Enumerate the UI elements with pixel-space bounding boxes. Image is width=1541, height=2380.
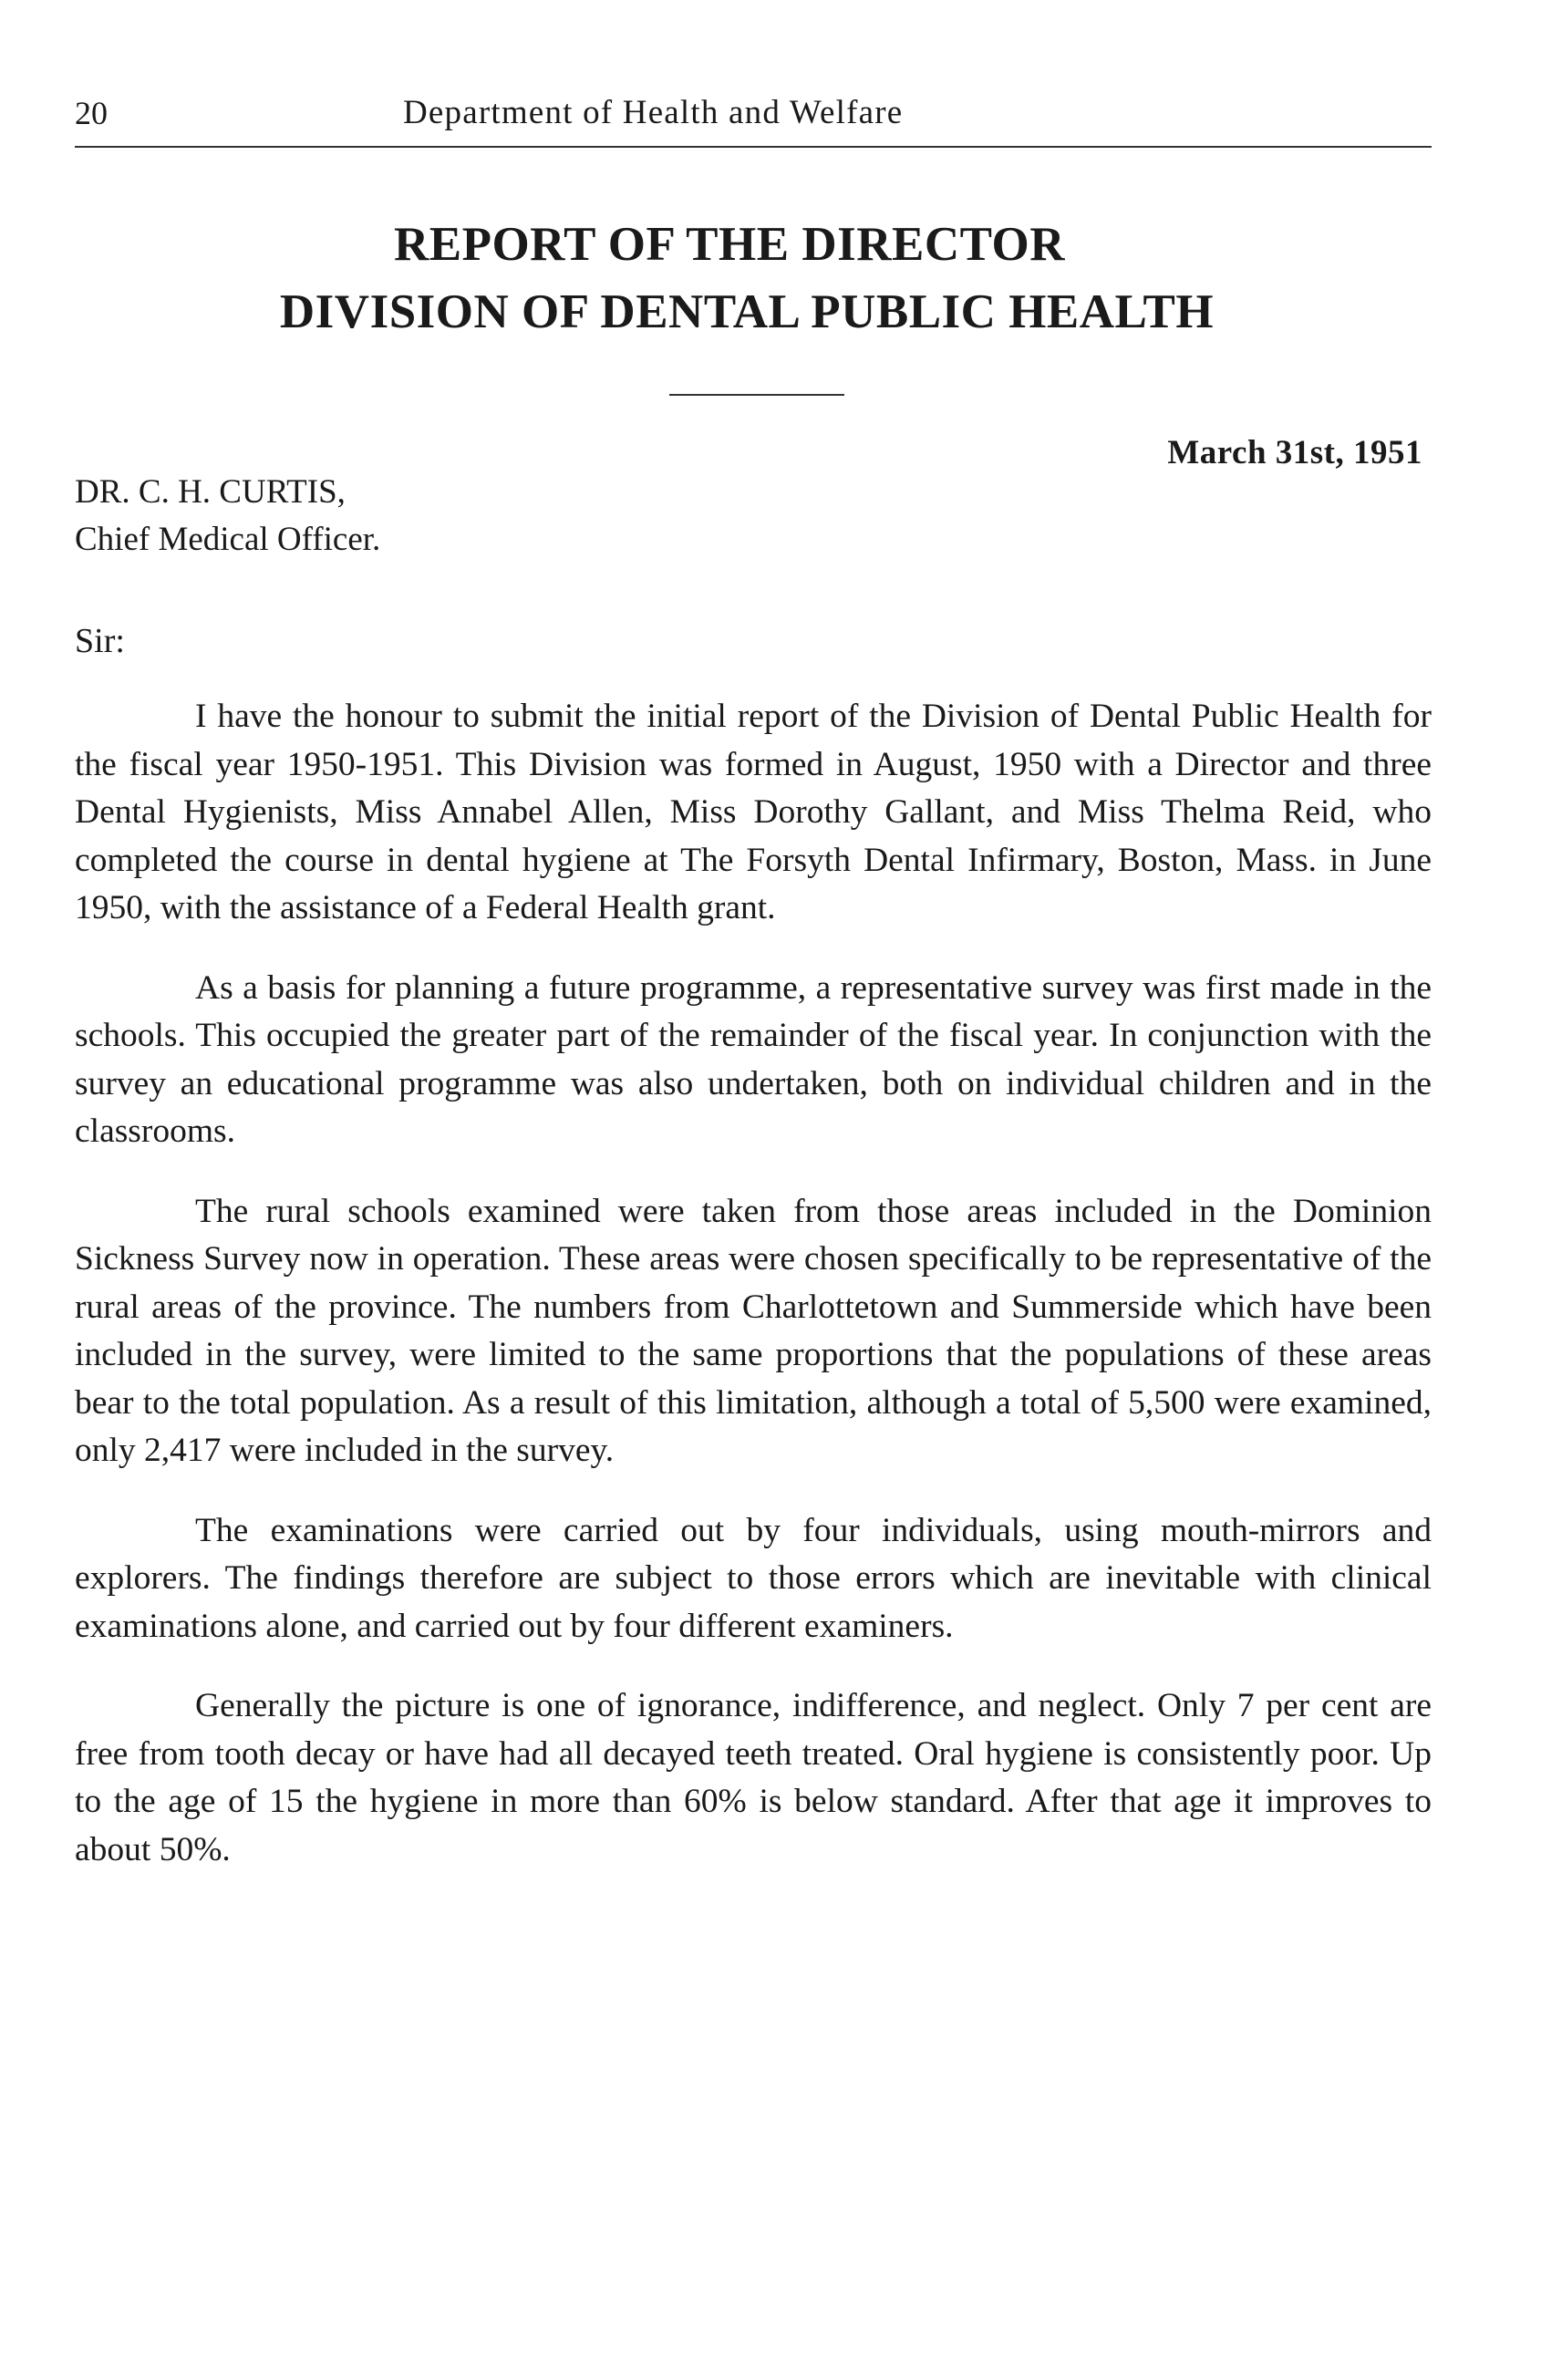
addressee-position: Chief Medical Officer. [75,521,381,558]
body-paragraph-3: The rural schools examined were taken from those areas included in the Dominion Sickness Survey now in operation. These areas were chosen specifically to be representative of the rural areas of the province. The numbers from Charlottetown and Summerside which have been included in the survey, were limited to the same proportions that the populations of these areas bear to the total population. As a result of this limitation, although a total of 5,500 were examined, only 2,417 were included in the survey. [75,1192,1432,1469]
page-number: 20 [75,95,108,131]
running-head-title: Department of Health and Welfare [403,94,904,131]
title-rule [669,394,844,396]
addressee-block [75,469,380,564]
report-body [75,693,1432,1906]
body-paragraph-2: As a basis for planning a future programme, a representative survey was first made in the schools. This occupied the greater part of the remainder of the fiscal year. In conjunction with the survey an educational programme was also undertaken, both on individual children and in the classrooms. [75,968,1432,1150]
salutation: Sir: [75,622,125,660]
running-head [75,84,1432,139]
body-paragraph-1: I have the honour to submit the initial report of the Division of Dental Public Health for the fiscal year 1950-1951. This Division was formed in August, 1950 with a Director and three Dental Hygienists, Miss Annabel Allen, Miss Dorothy Gallant, and Miss Thelma Reid, who completed the course in dental hygiene at The Forsyth Dental Infirmary, Boston, Mass. in June 1950, with the assistance of a Federal Health grant. [75,698,1432,926]
body-paragraph-5: Generally the picture is one of ignorance, indifference, and neglect. Only 7 per cent are free from tooth decay or have had all decayed teeth treated. Oral hygiene is consistently poor. Up to the age of 15 the hygiene in more than 60% is below standard. After that age it improves to about 50%. [75,1687,1432,1868]
addressee-name: DR. C. H. CURTIS, [75,473,346,511]
header-rule [75,146,1432,148]
report-title-line-2: DIVISION OF DENTAL PUBLIC HEALTH [279,285,1215,338]
body-paragraph-4: The examinations were carried out by four individuals, using mouth-mirrors and explorers. The findings therefore are subject to those errors which are inevitable with clinical examinations alone, and carried out by four different examiners. [75,1511,1432,1645]
letter-date: March 31st, 1951 [1167,434,1422,471]
report-title-line-1: REPORT OF THE DIRECTOR [393,218,1066,271]
